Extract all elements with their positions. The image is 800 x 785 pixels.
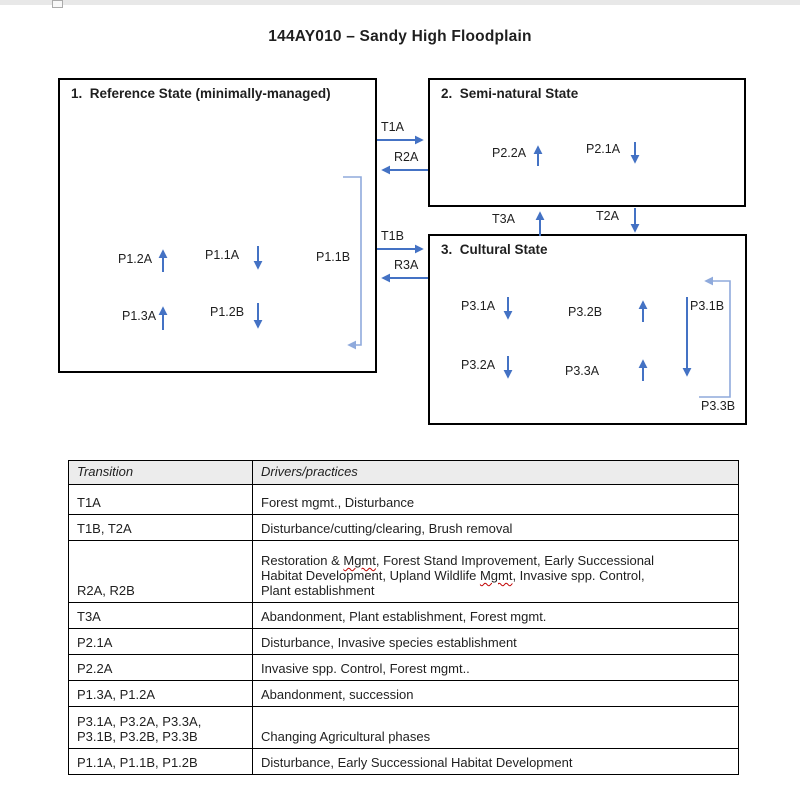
cell-drivers: Abandonment, Plant establishment, Forest mgmt. — [253, 603, 739, 629]
table-row — [69, 707, 739, 749]
transition-label-t2a: T2A — [596, 209, 619, 223]
cell-drivers: Restoration & Mgmt, Forest Stand Improvement, Early Successional Habitat Development, Upland Wildlife Mgmt, Invasive spp. Control, Plant establishment — [253, 541, 739, 603]
state-title-semi-natural: 2. Semi-natural State — [441, 86, 579, 101]
cell-drivers: Disturbance/cutting/clearing, Brush removal — [253, 515, 739, 541]
state-title-reference: 1. Reference State (minimally-managed) — [71, 86, 331, 101]
state-title-cultural: 3. Cultural State — [441, 242, 548, 257]
pathway-label-p3-1a: P3.1A — [461, 299, 496, 313]
transition-label-t1b: T1B — [381, 229, 404, 243]
table-header-row — [69, 461, 739, 485]
cell-drivers: Disturbance, Invasive species establishment — [253, 629, 739, 655]
pathway-label-p3-3b: P3.3B — [701, 399, 736, 413]
cell-drivers: Invasive spp. Control, Forest mgmt.. — [253, 655, 739, 681]
cell-transition: P3.1A, P3.2A, P3.3A, P3.1B, P3.2B, P3.3B — [69, 707, 253, 749]
cell-drivers: Forest mgmt., Disturbance — [253, 485, 739, 515]
cell-drivers: Disturbance, Early Successional Habitat Development — [253, 749, 739, 775]
pathway-label-p1-1b: P1.1B — [316, 250, 351, 264]
transition-drivers-table — [68, 460, 739, 775]
pathway-label-p3-3a: P3.3A — [565, 364, 600, 378]
restoration-label-r2a: R2A — [394, 150, 419, 164]
cell-transition: R2A, R2B — [69, 541, 253, 603]
transition-label-t3a: T3A — [492, 212, 515, 226]
table-row — [69, 485, 739, 515]
table-row — [69, 541, 739, 603]
table-row — [69, 515, 739, 541]
pathway-label-p2-1a: P2.1A — [586, 142, 621, 156]
pathway-label-p1-2a: P1.2A — [118, 252, 153, 266]
table-row — [69, 749, 739, 775]
cell-transition: P2.2A — [69, 655, 253, 681]
cell-drivers: Abandonment, succession — [253, 681, 739, 707]
cell-transition: T1B, T2A — [69, 515, 253, 541]
header-cell-drivers: Drivers/practices — [253, 461, 739, 485]
cell-transition: T1A — [69, 485, 253, 515]
cell-transition: P1.3A, P1.2A — [69, 681, 253, 707]
header-cell-transition: Transition — [69, 461, 253, 485]
restoration-label-r3a: R3A — [394, 258, 419, 272]
state-box-cultural — [428, 234, 747, 425]
table-row — [69, 603, 739, 629]
table-row — [69, 681, 739, 707]
pathway-label-p2-2a: P2.2A — [492, 146, 527, 160]
pathway-label-p3-1b: P3.1B — [690, 299, 725, 313]
cell-transition: P2.1A — [69, 629, 253, 655]
pathway-label-p3-2b: P3.2B — [568, 305, 603, 319]
page-title: 144AY010 – Sandy High Floodplain — [268, 28, 532, 45]
table-row — [69, 629, 739, 655]
cell-transition: T3A — [69, 603, 253, 629]
pathway-label-p1-1a: P1.1A — [205, 248, 240, 262]
cell-transition: P1.1A, P1.1B, P1.2B — [69, 749, 253, 775]
cell-drivers: Changing Agricultural phases — [253, 707, 739, 749]
pathway-label-p3-2a: P3.2A — [461, 358, 496, 372]
pathway-label-p1-3a: P1.3A — [122, 309, 157, 323]
table-row — [69, 655, 739, 681]
pathway-label-p1-2b: P1.2B — [210, 305, 245, 319]
state-box-reference — [58, 78, 377, 373]
transition-label-t1a: T1A — [381, 120, 404, 134]
